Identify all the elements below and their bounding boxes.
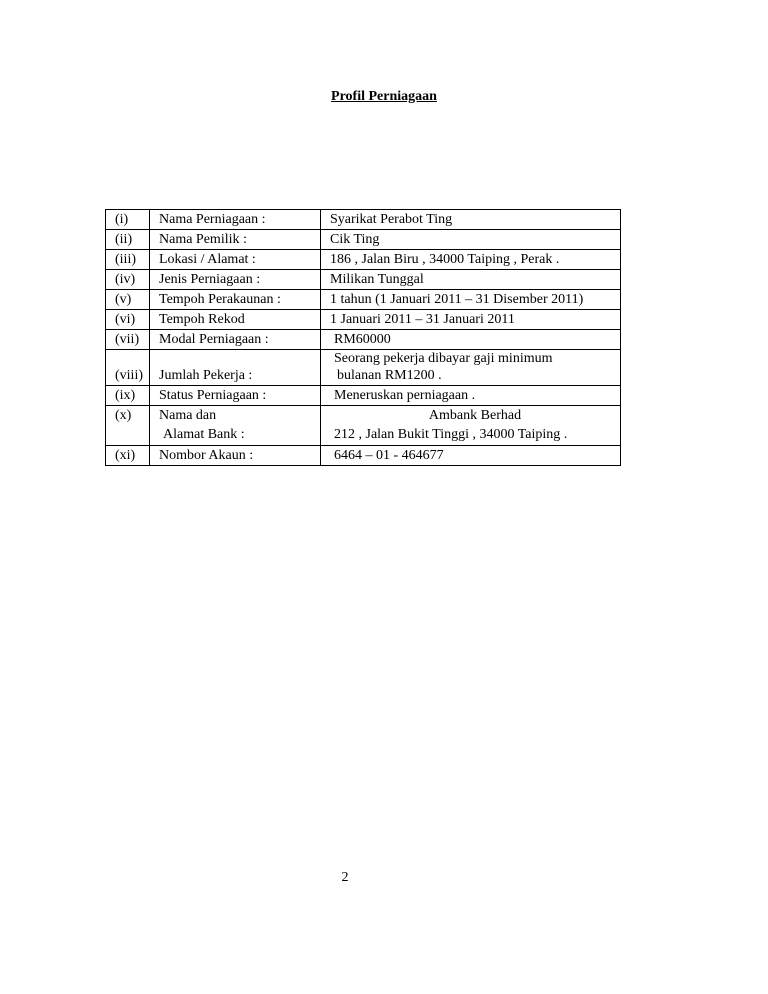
row-number: (ii)	[106, 230, 150, 250]
row-value	[321, 386, 621, 406]
row-number: (ix)	[106, 386, 150, 406]
row-label: Jumlah Pekerja :	[150, 350, 321, 386]
row-value-line: Seorang pekerja dibayar gaji minimum	[334, 351, 553, 366]
table-row	[106, 406, 621, 446]
table-row	[106, 290, 621, 310]
row-number: (i)	[106, 210, 150, 230]
bank-name: Ambank Berhad	[428, 408, 522, 423]
row-label: Lokasi / Alamat :	[150, 250, 321, 270]
table-row	[106, 210, 621, 230]
table-row	[106, 386, 621, 406]
row-label: Tempoh Rekod	[150, 310, 321, 330]
row-value	[321, 350, 621, 386]
row-label-line: Nama dan	[159, 408, 217, 423]
table-row	[106, 330, 621, 350]
row-number: (x)	[106, 406, 150, 446]
row-label: Nama Pemilik :	[150, 230, 321, 250]
row-label: Nombor Akaun :	[150, 446, 321, 466]
row-value: 1 tahun (1 Januari 2011 – 31 Disember 2011)	[321, 290, 621, 310]
table-row	[106, 250, 621, 270]
business-profile-table	[105, 209, 621, 466]
row-value: Milikan Tunggal	[321, 270, 621, 290]
row-label: Tempoh Perakaunan :	[150, 290, 321, 310]
row-number: (viii)	[106, 350, 150, 386]
row-value: 186 , Jalan Biru , 34000 Taiping , Perak .	[321, 250, 621, 270]
row-number: (vi)	[106, 310, 150, 330]
row-number: (iii)	[106, 250, 150, 270]
row-value: Cik Ting	[321, 230, 621, 250]
row-number: (v)	[106, 290, 150, 310]
row-number: (vii)	[106, 330, 150, 350]
row-number: (xi)	[106, 446, 150, 466]
table-row	[106, 350, 621, 386]
row-value-line: bulanan RM1200 .	[337, 368, 442, 383]
row-label: Modal Perniagaan :	[150, 330, 321, 350]
row-label: Nama Perniagaan :	[150, 210, 321, 230]
row-value	[321, 406, 621, 446]
page-number: 2	[341, 870, 349, 885]
row-label: Jenis Perniagaan :	[150, 270, 321, 290]
row-value	[321, 446, 621, 466]
row-label: Status Perniagaan :	[150, 386, 321, 406]
bank-address: 212 , Jalan Bukit Tinggi , 34000 Taiping .	[334, 427, 568, 442]
row-value-text: Meneruskan perniagaan .	[334, 388, 476, 403]
row-value-text: RM60000	[334, 332, 391, 347]
row-value: Syarikat Perabot Ting	[321, 210, 621, 230]
row-label-line: Alamat Bank :	[163, 427, 245, 442]
row-label	[150, 406, 321, 446]
table-row	[106, 230, 621, 250]
row-value-text: 6464 – 01 - 464677	[334, 448, 444, 463]
table-row	[106, 446, 621, 466]
table-row	[106, 310, 621, 330]
table-row	[106, 270, 621, 290]
row-value: 1 Januari 2011 – 31 Januari 2011	[321, 310, 621, 330]
row-number: (iv)	[106, 270, 150, 290]
row-value	[321, 330, 621, 350]
document-title: Profil Perniagaan	[331, 89, 437, 104]
